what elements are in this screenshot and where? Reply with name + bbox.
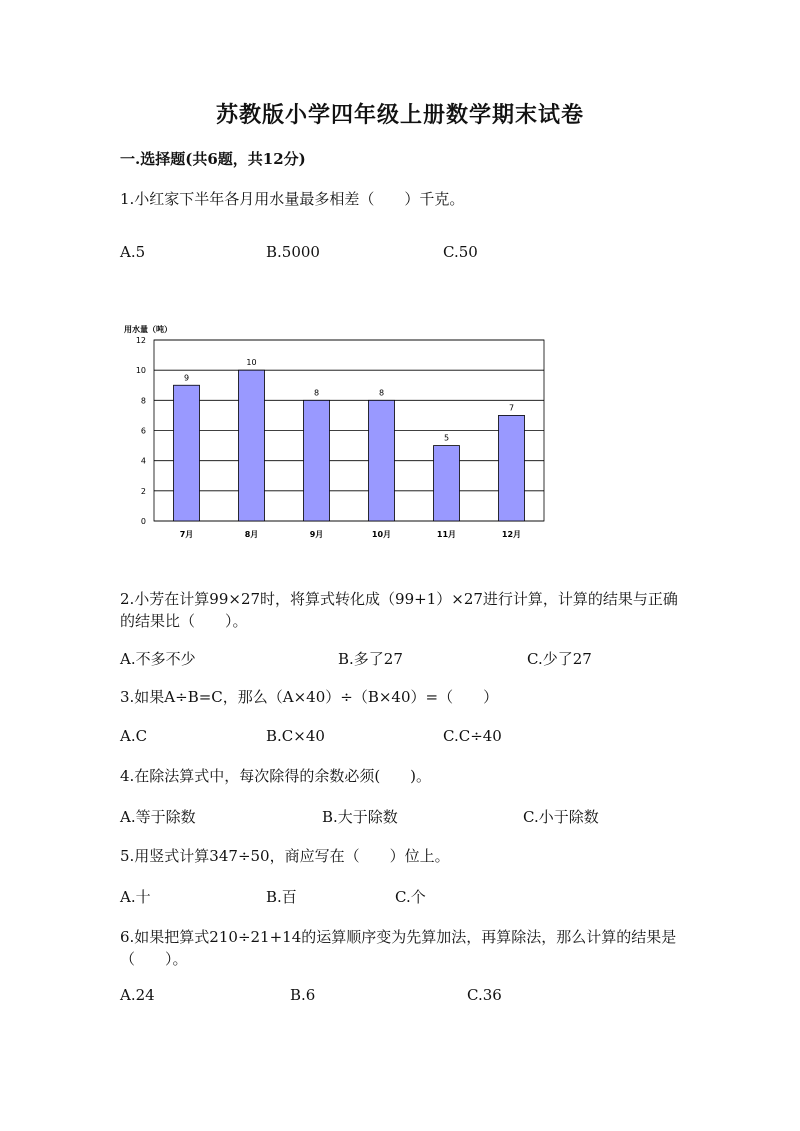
y-tick-label: 12 [135,336,146,345]
question-6-stem: 6.如果把算式210÷21+14的运算顺序变为先算加法，再算除法，那么计算的结果是（ ）。 [120,928,677,968]
x-tick-label: 8月 [244,530,259,539]
question-2-option-c[interactable]: C.少了27 [527,650,592,668]
question-5-option-b[interactable]: B.百 [266,888,297,906]
x-tick-label: 9月 [309,530,324,539]
page-title: 苏教版小学四年级上册数学期末试卷 [215,102,584,128]
question-5-option-a[interactable]: A.十 [120,888,151,906]
x-tick-label: 7月 [179,530,194,539]
question-5-stem: 5.用竖式计算347÷50，商应写在（ ）位上。 [120,847,450,865]
question-4-option-a[interactable]: A.等于除数 [120,808,196,826]
bar-data-label: 8 [378,388,385,398]
bar-data-label: 9 [183,373,190,383]
question-2-option-b[interactable]: B.多了27 [338,650,403,668]
y-tick-label: 4 [140,456,146,466]
question-1-stem: 1.小红家下半年各月用水量最多相差（ ）千克。 [120,190,465,208]
y-tick-label: 8 [140,396,146,406]
question-2-stem: 2.小芳在计算99×27时，将算式转化成（99+1）×27进行计算，计算的结果与正确的结果比（ ）。 [120,590,678,630]
question-1-option-b[interactable]: B.5000 [266,243,320,261]
water-usage-bar-chart [118,318,558,550]
bar-2 [239,370,265,521]
question-4-option-b[interactable]: B.大于除数 [322,808,398,826]
bar-4 [369,400,395,521]
question-1-option-a[interactable]: A.5 [120,243,146,261]
question-4-stem: 4.在除法算式中，每次除得的余数必须( )。 [120,767,432,785]
bar-data-label: 10 [246,358,257,368]
bar-1 [174,385,200,521]
bar-5 [434,446,460,521]
question-4-option-c[interactable]: C.小于除数 [523,808,599,826]
bar-3 [304,400,330,521]
y-tick-label: 10 [135,366,146,376]
y-tick-label: 2 [140,486,146,496]
bar-6 [499,415,525,521]
question-6-option-c[interactable]: C.36 [467,986,502,1004]
question-3-option-c[interactable]: C.C÷40 [443,727,502,745]
x-tick-label: 11月 [436,530,457,539]
question-5-option-c[interactable]: C.个 [395,888,426,906]
bar-data-label: 8 [313,388,320,398]
section-heading: 一.选择题(共6题，共12分) [120,150,306,168]
y-tick-label: 6 [140,426,146,436]
bar-data-label: 5 [443,433,450,443]
question-6-option-b[interactable]: B.6 [290,986,316,1004]
question-3-option-b[interactable]: B.C×40 [266,727,325,745]
question-6-option-a[interactable]: A.24 [120,986,155,1004]
question-3-stem: 3.如果A÷B=C，那么（A×40）÷（B×40）=（ ） [120,688,499,706]
y-tick-label: 0 [140,517,146,526]
bar-data-label: 7 [508,403,515,413]
x-tick-label: 10月 [371,530,392,539]
y-axis-label: 用水量（吨） [124,325,172,334]
question-2-option-a[interactable]: A.不多不少 [120,650,196,668]
question-1-option-c[interactable]: C.50 [443,243,478,261]
x-tick-label: 12月 [501,530,522,539]
question-3-option-a[interactable]: A.C [120,727,148,745]
